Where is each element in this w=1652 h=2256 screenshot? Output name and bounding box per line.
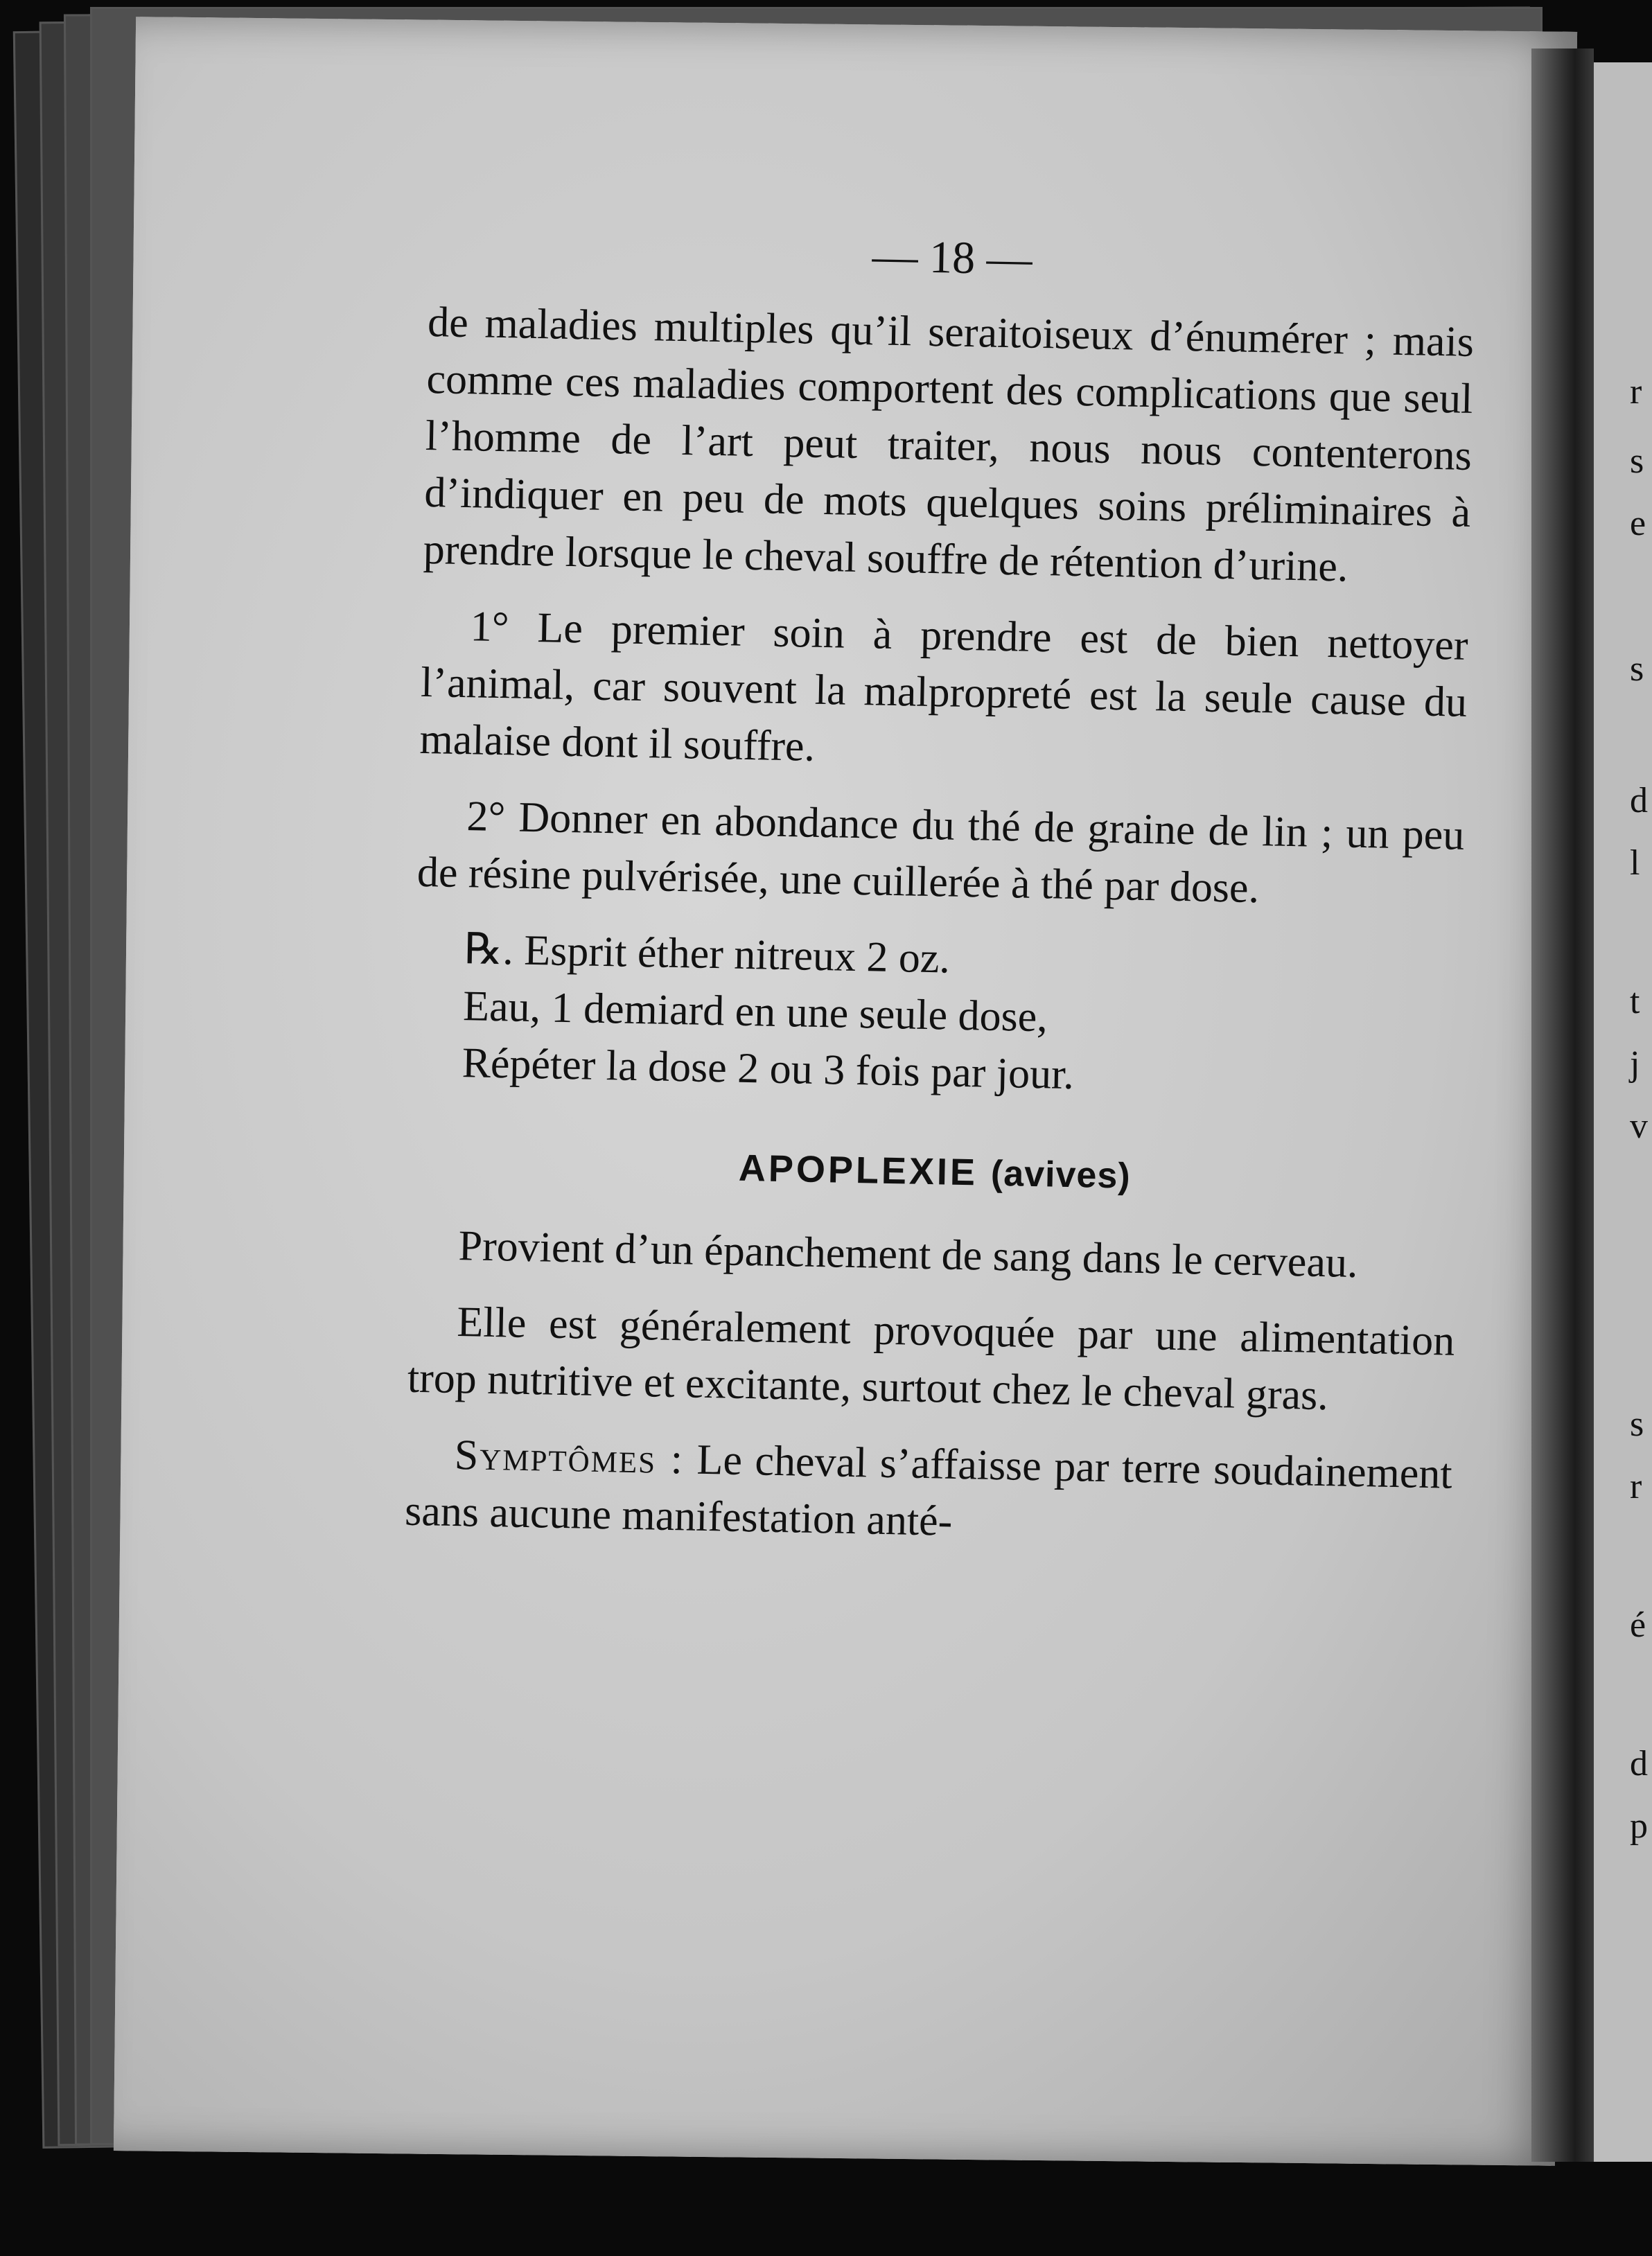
facing-page-letter: p — [1630, 1806, 1648, 1846]
symptoms-text: Le cheval s’affaisse par terre soudainement sans aucune manifestation anté- — [404, 1436, 1453, 1545]
facing-page-letter: r — [1630, 372, 1642, 412]
facing-page-letter: d — [1630, 1744, 1648, 1783]
section-heading-title: APOPLEXIE — [738, 1147, 978, 1194]
facing-page-letter: j — [1630, 1044, 1640, 1084]
prescription-line: Répéter la dose 2 ou 3 fois par jour. — [462, 1039, 1075, 1099]
paragraph: Provient d’un épanchement de sang dans le cerveau. — [457, 1222, 1359, 1287]
facing-page-letter: d — [1630, 781, 1648, 820]
symptoms-label: Symptômes : — [454, 1431, 685, 1483]
paragraph: de maladies multiples qu’il seraitoiseux d’énumérer ; mais comme ces maladies comportent des complications que seul l’homme de l’art peut traiter, nous nous contenterons d’indiquer en peu de mots quelques soins préliminaires à prendre lorsque le cheval souffre de rétention d’urine. — [423, 298, 1475, 591]
book-gutter — [1531, 49, 1594, 2162]
section-heading-subtitle: (avives) — [990, 1153, 1132, 1197]
facing-page-letter: l — [1630, 843, 1640, 883]
facing-page-letter: s — [1630, 649, 1644, 689]
facing-page-letter: t — [1630, 982, 1640, 1021]
paragraph: 2° Donner en abondance du thé de graine de lin ; un peu de résine pulvérisée, une cuillerée à thé par dose. — [416, 793, 1465, 913]
page-number: — 18 — — [871, 231, 1033, 285]
facing-page-letter: e — [1630, 504, 1646, 543]
facing-page-letter: v — [1630, 1107, 1648, 1146]
facing-page-letter: é — [1630, 1605, 1646, 1645]
symptoms-paragraph — [404, 1426, 1452, 1560]
prescription-line: Eau, 1 demiard en une seule dose, — [462, 982, 1048, 1041]
paragraph: 1° Le premier soin à prendre est de bien nettoyer l’animal, car souvent la malpropreté est la seule cause du malaise dont il souffre. — [419, 603, 1469, 770]
prescription-line: ℞. Esprit éther nitreux 2 oz. — [464, 926, 951, 982]
page-text — [404, 222, 1475, 1560]
facing-page-letter: s — [1630, 441, 1644, 481]
section-heading — [411, 1140, 1458, 1204]
facing-page-letter: r — [1630, 1467, 1642, 1506]
facing-page-letter: s — [1630, 1404, 1644, 1444]
paragraph: Elle est généralement provoquée par une alimentation trop nutritive et excitante, surtout chez le cheval gras. — [407, 1298, 1455, 1420]
